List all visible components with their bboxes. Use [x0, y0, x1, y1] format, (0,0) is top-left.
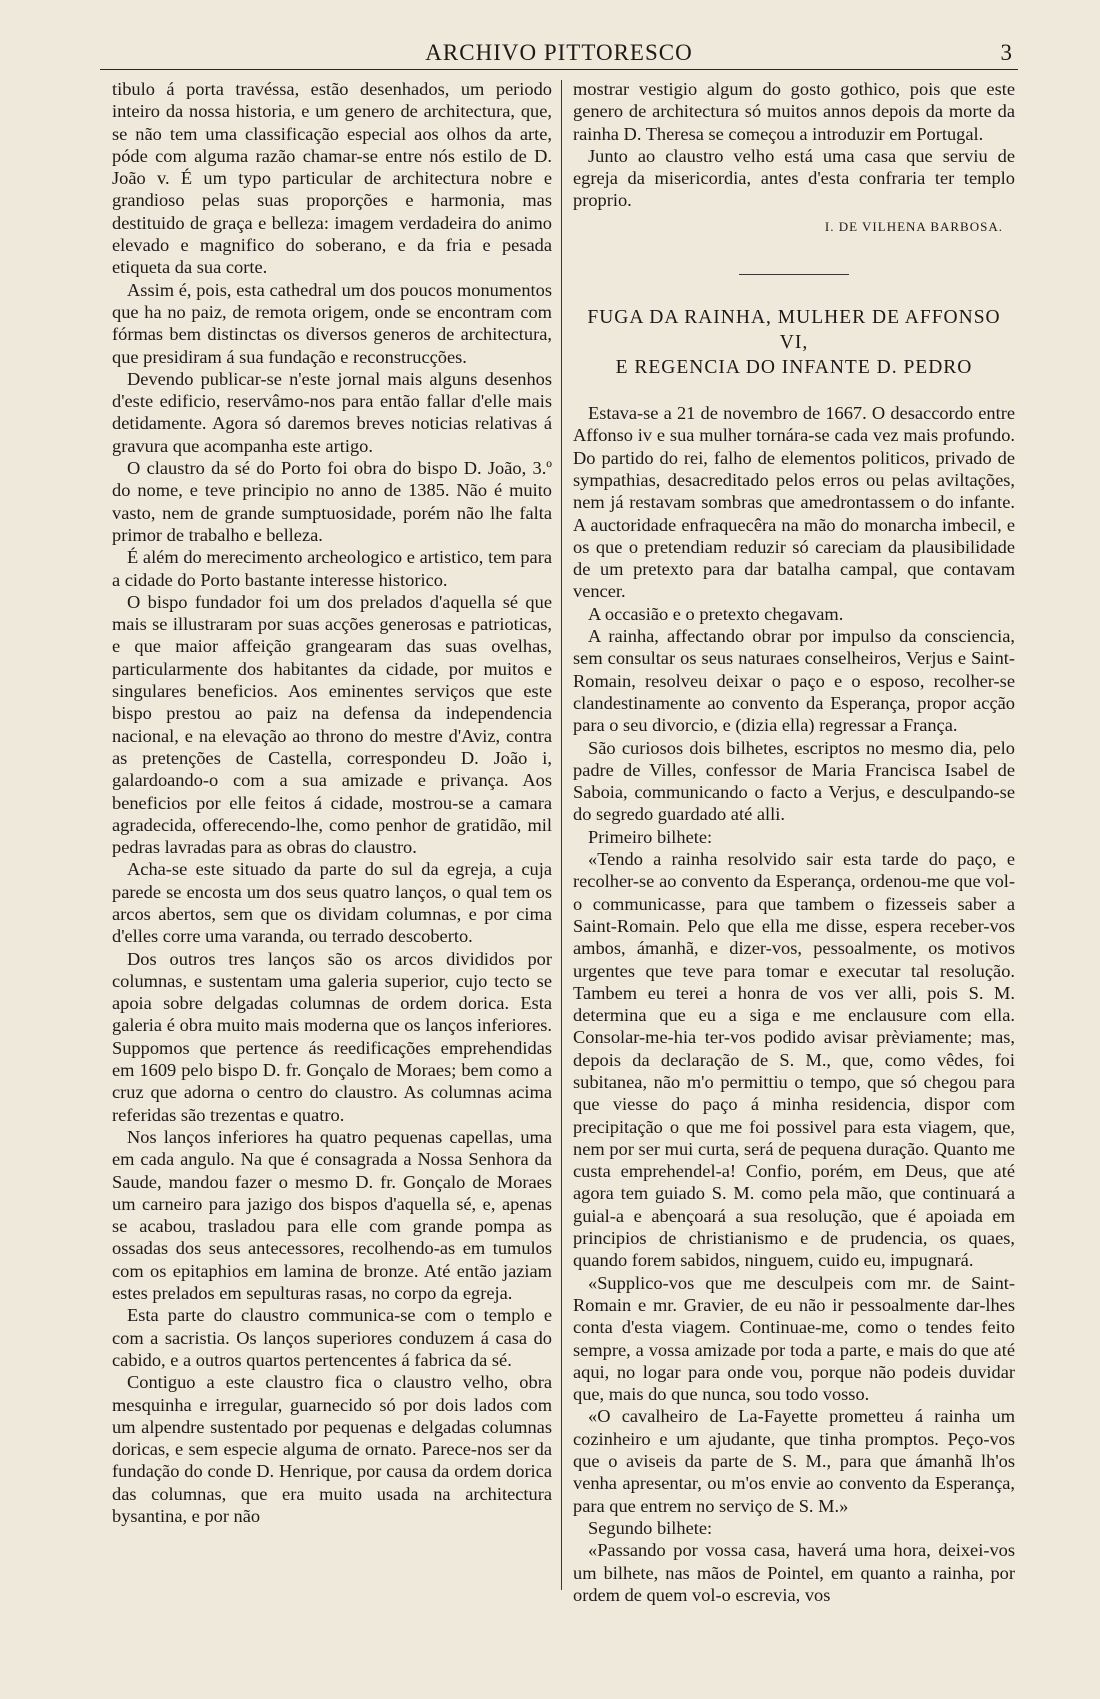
- paragraph: Dos outros tres lanços são os arcos divididos por columnas, e sustentam uma galeria superior, cujo tecto se apoia sobre delgadas columnas de ordem dorica. Esta galeria é obra muito mais moderna que os lanços inferiores. Suppomos que pertence ás reedificações emprehendidas em 1609 pelo bispo D. fr. Gonçalo de Moraes; bem como a cruz que adorna o centro do claustro. As columnas acima referidas são trezentas e quatro.: [112, 948, 552, 1125]
- page-header: [100, 38, 1018, 68]
- header-rule: [100, 69, 1018, 70]
- paragraph: A occasião e o pretexto chegavam.: [588, 603, 844, 624]
- paragraph: Junto ao claustro velho está uma casa que serviu de egreja da misericordia, antes d'esta confraria ter templo proprio.: [573, 145, 1015, 211]
- paragraph: Segundo bilhete:: [588, 1517, 713, 1538]
- paragraph: Primeiro bilhete:: [588, 826, 713, 847]
- journal-title: ARCHIVO PITTORESCO: [425, 40, 693, 65]
- paragraph: Assim é, pois, esta cathedral um dos poucos monumentos que ha no paiz, de remota origem, onde se encontram com fórmas bem distinctas os diversos generos de architectura, que presidiram á sua fundação e reconstrucções.: [112, 279, 552, 367]
- author-signature: I. DE VILHENA BARBOSA.: [824, 218, 1003, 234]
- article-separator: [739, 274, 849, 275]
- paragraph: O claustro da sé do Porto foi obra do bispo D. João, 3.º do nome, e teve principio no anno de 1385. Não é muito vasto, nem de grande sumptuosidade, porém não lhe falta primor de trabalho e belleza.: [112, 458, 552, 545]
- left-column: [112, 78, 552, 1527]
- column-divider: [561, 80, 562, 1590]
- paragraph: mostrar vestigio algum do gosto gothico, pois que este genero de architectura só muitos annos depois da morte da rainha D. Theresa se começou a introduzir em Portugal.: [573, 79, 1015, 144]
- article-title-line: E REGENCIA DO INFANTE D. PEDRO: [615, 357, 973, 379]
- paragraph: Contiguo a este claustro fica o claustro velho, obra mesquinha e irregular, guarnecido só por dois lados com um alpendre sustentado por pequenas e delgadas columnas doricas, e sem especie alguma de ornato. Parece-nos ser da fundação do conde D. Henrique, por causa da ordem dorica das columnas, que era muito usada na architectura bysantina, e por não: [112, 1372, 552, 1526]
- article-title: [573, 305, 1015, 380]
- paragraph: São curiosos dois bilhetes, escriptos no mesmo dia, pelo padre de Villes, confessor de Maria Francisca Isabel de Saboia, communicando o facto a Verjus, e desculpando-se do segredo guardado até alli.: [573, 737, 1015, 825]
- paragraph: «O cavalheiro de La-Fayette prometteu á rainha um cozinheiro e um ajudante, que tinha promptos. Peço-vos que o aviseis da parte de S. M., para que ámanhã lh'os venha apresentar, ou m'os envie ao convento da Esperança, para que entrem no serviço de S. M.»: [573, 1406, 1015, 1516]
- paragraph: Nos lanços inferiores ha quatro pequenas capellas, uma em cada angulo. Na que é consagrada a Nossa Senhora da Saude, mandou fazer o mesmo D. fr. Gonçalo de Moraes um carneiro para jazigo dos bispos d'aquella sé, e, apenas se acabou, trasladou para elle com grande pompa as ossadas dos seus antecessores, recolhendo-as em tumulos com os epitaphios em lamina de bronze. Até então jaziam estes prelados em sepulturas rasas, no corpo da egreja.: [112, 1126, 552, 1304]
- paragraph: A rainha, affectando obrar por impulso da consciencia, sem consultar os seus naturaes conselheiros, Verjus e Saint-Romain, resolveu deixar o paço e o esposo, recolher-se clandestinamente ao convento da Esperança, propor acção para o seu divorcio, e (dizia ella) regressar a França.: [573, 626, 1015, 736]
- paragraph: Devendo publicar-se n'este jornal mais alguns desenhos d'este edificio, reservâmo-nos para então fallar d'elle mais detidamente. Agora só daremos breves noticias relativas á gravura que acompanha este artigo.: [112, 368, 552, 456]
- paragraph: É além do merecimento archeologico e artistico, tem para a cidade do Porto bastante interesse historico.: [112, 547, 552, 590]
- page-number: 3: [1000, 40, 1012, 65]
- right-column: [573, 78, 1015, 1606]
- paragraph: Acha-se este situado da parte do sul da egreja, a cuja parede se encosta um dos seus quatro lanços, o qual tem os arcos abertos, sem que os dividam columnas, e por cima d'elles corre uma varanda, ou terrado descoberto.: [112, 859, 552, 947]
- article-title-line: FUGA DA RAINHA, MULHER DE AFFONSO VI,: [587, 307, 1001, 354]
- paragraph: «Supplico-vos que me desculpeis com mr. de Saint-Romain e mr. Gravier, de eu não ir pessoalmente dar-lhes conta d'esta viagem. Continuae-me, como o tendes feito sempre, a vossa amizade por toda a parte, e mais do que até aqui, no logar para onde vou, porque não podeis duvidar que, mais do que nunca, sou todo vosso.: [573, 1272, 1015, 1405]
- paragraph: O bispo fundador foi um dos prelados d'aquella sé que mais se illustraram por suas acções generosas e patrioticas, e que maior affeição grangearam das suas ovelhas, particularmente dos habitantes da cidade, por muitos e singulares beneficios. Aos eminentes serviços que este bispo prestou ao paiz na defensa da independencia nacional, e na elevação ao throno do mestre d'Aviz, contra as pretenções de Castella, correspondeu D. João i, galardoando-o com a sua amizade e privança. Aos beneficios por elle feitos á cidade, mostrou-se a camara agradecida, offerecendo-lhe, como penhor de gratidão, mil pedras lavradas para as obras do claustro.: [112, 591, 552, 858]
- paragraph: Estava-se a 21 de novembro de 1667. O desaccordo entre Affonso iv e sua mulher tornára-se cada vez mais profundo. Do partido do rei, falho de elementos politicos, privado de sympathias, desacreditado pelos erros ou pelas aviltações, nem já restavam sombras que amedrontassem o do infante. A auctoridade enfraquecêra na mão do monarcha imbecil, e os que o pretendiam reduzir só careciam da plausibilidade de um pretexto para dar batalha campal, que contavam vencer.: [573, 403, 1015, 602]
- paragraph: tibulo á porta travéssa, estão desenhados, um periodo inteiro da nossa historia, e um genero de architectura, que, se não tem uma classificação especial aos olhos da arte, póde com alguma razão chamar-se entre nós estilo de D. João v. É um typo particular de architectura nobre e grandioso pelas suas proporções e harmonia, mas destituido de graça e belleza: imagem verdadeira do animo elevado e magnifico do soberano, e da fria e pesada etiqueta da sua corte.: [112, 79, 552, 278]
- paragraph: «Passando por vossa casa, haverá uma hora, deixei-vos um bilhete, nas mãos de Pointel, em quanto a rainha, por ordem de quem vol-o escrevia, vos: [573, 1540, 1015, 1605]
- paragraph: Esta parte do claustro communica-se com o templo e com a sacristia. Os lanços superiores conduzem á casa do cabido, e a outros quartos pertencentes á fabrica da sé.: [112, 1305, 552, 1370]
- paragraph: «Tendo a rainha resolvido sair esta tarde do paço, e recolher-se ao convento da Esperança, ordenou-me que vol-o communicasse, para que tambem o fizesseis saber a Saint-Romain. Pelo que ella me disse, espera receber-vos ambos, ámanhã, e dizer-vos, pessoalmente, os motivos urgentes que teve para tomar e executar tal resolução. Tambem eu terei a honra de vos ver alli, pois S. M. determina que eu a siga e me enclausure com ella. Consolar-me-hia ter-vos podido avisar prèviamente; mas, depois da declaração de S. M., que, como vêdes, foi subitanea, não m'o permittiu o tempo, que só chegou para que viesse do paço á minha residencia, dispor com precipitação o que me foi possivel para esta viagem, que, nem por ser mui curta, será de pequena duração. Quanto me custa emprehendel-a! Confio, porém, em Deus, que até agora tem guiado S. M. como pela mão, que continuará a guial-a e abençoará a sua resolução, que é apoiada em principios de christianismo e de prudencia, os quaes, quando forem sabidos, ninguem, cuido eu, impugnará.: [573, 849, 1015, 1271]
